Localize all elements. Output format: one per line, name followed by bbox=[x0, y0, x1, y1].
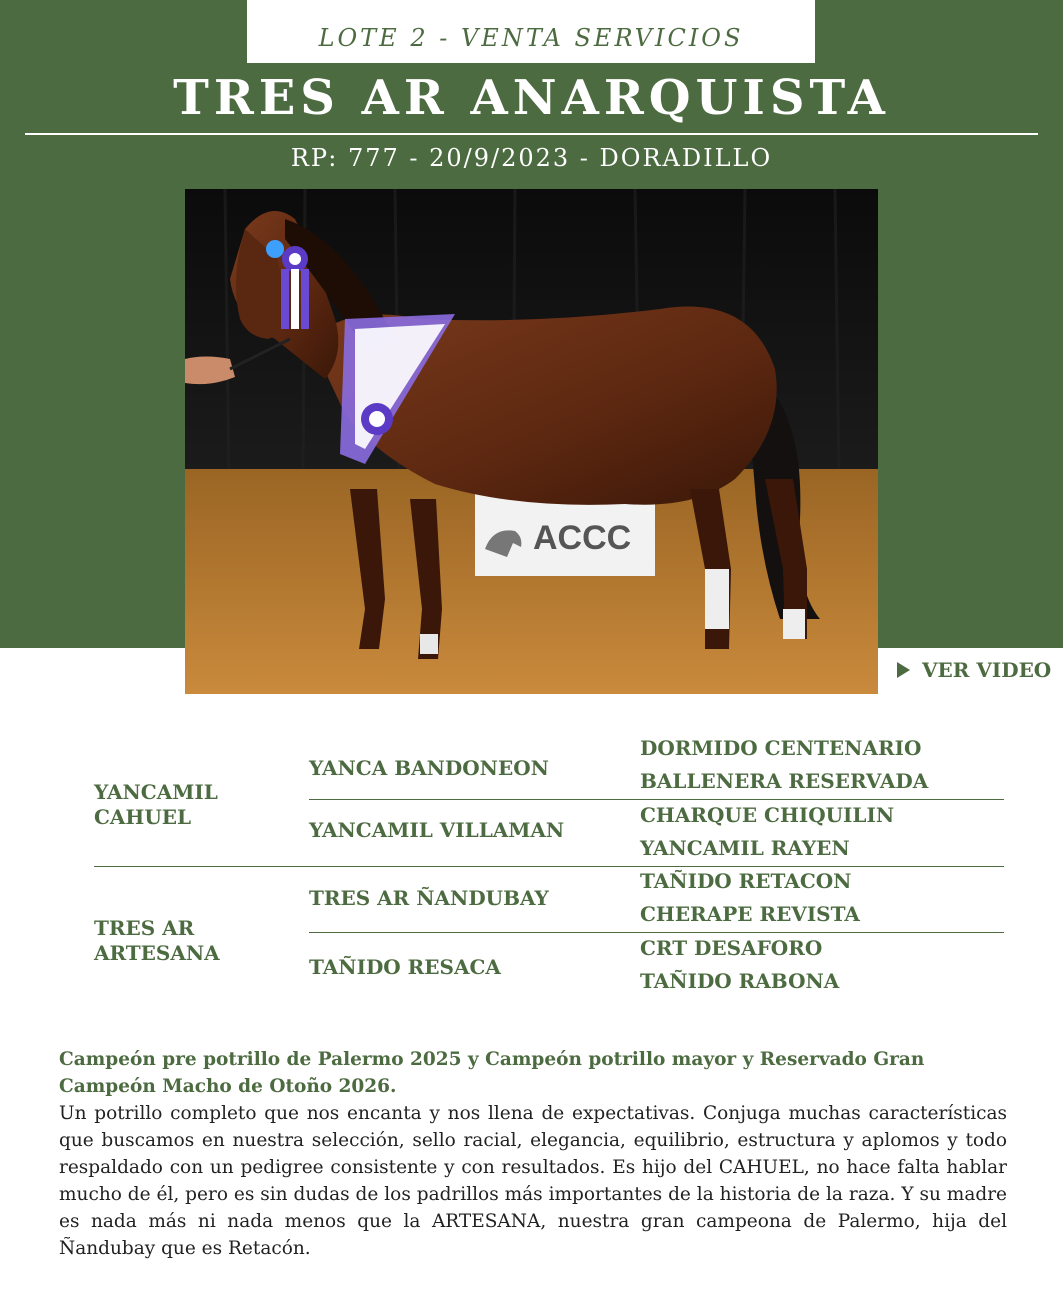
watch-video-link[interactable] bbox=[897, 658, 1051, 682]
pedigree-divider bbox=[94, 866, 1004, 867]
great-grandparent: CHERAPE REVISTA bbox=[640, 902, 860, 926]
horse-photo bbox=[185, 189, 878, 694]
great-grandparent: TAÑIDO RETACON bbox=[640, 869, 852, 893]
great-grandparent: YANCAMIL RAYEN bbox=[640, 836, 850, 860]
horse-info: RP: 777 - 20/9/2023 - DORADILLO bbox=[290, 144, 773, 172]
sire-name: YANCAMIL CAHUEL bbox=[94, 780, 218, 829]
great-grandparent: BALLENERA RESERVADA bbox=[640, 769, 929, 793]
description-headline: Campeón pre potrillo de Palermo 2025 y Campeón potrillo mayor y Reservado Gran Campeón Macho de Otoño 2026. bbox=[59, 1049, 925, 1097]
sire-sire-name: YANCA BANDONEON bbox=[309, 756, 549, 780]
description bbox=[59, 1046, 1007, 1262]
sire-dam-name: YANCAMIL VILLAMAN bbox=[309, 818, 565, 842]
horse-name: TRES AR ANARQUISTA bbox=[173, 70, 890, 126]
pedigree-divider bbox=[309, 799, 1004, 800]
great-grandparent: CRT DESAFORO bbox=[640, 936, 823, 960]
dam-name: TRES AR ARTESANA bbox=[94, 916, 220, 965]
lot-label-box bbox=[247, 0, 815, 63]
play-icon bbox=[897, 662, 910, 678]
dam-sire-name: TRES AR ÑANDUBAY bbox=[309, 886, 549, 910]
title-divider bbox=[25, 133, 1038, 135]
great-grandparent: TAÑIDO RABONA bbox=[640, 969, 840, 993]
great-grandparent: CHARQUE CHIQUILIN bbox=[640, 803, 895, 827]
sponsor-sign-text: ACCC bbox=[533, 519, 632, 557]
pedigree-table bbox=[0, 728, 1063, 1008]
great-grandparent: DORMIDO CENTENARIO bbox=[640, 736, 922, 760]
description-body: Un potrillo completo que nos encanta y nos llena de expectativas. Conjuga muchas características que buscamos en nuestra selección, sello racial, elegancia, equilibrio, estructura y aplomos y todo respaldado con un pedigree consistente y con resultados. Es hijo del CAHUEL, no hace falta hablar mucho de él, pero es sin dudas de los padrillos más importantes de la historia de la raza. Y su madre es nada más ni nada menos que la ARTESANA, nuestra gran campeona de Palermo, hija del Ñandubay que es Retacón. bbox=[59, 1103, 1007, 1259]
dam-dam-name: TAÑIDO RESACA bbox=[309, 955, 501, 979]
lot-label: LOTE 2 - VENTA SERVICIOS bbox=[318, 23, 744, 52]
pedigree-divider bbox=[309, 932, 1004, 933]
watch-video-label: VER VIDEO bbox=[922, 658, 1052, 682]
